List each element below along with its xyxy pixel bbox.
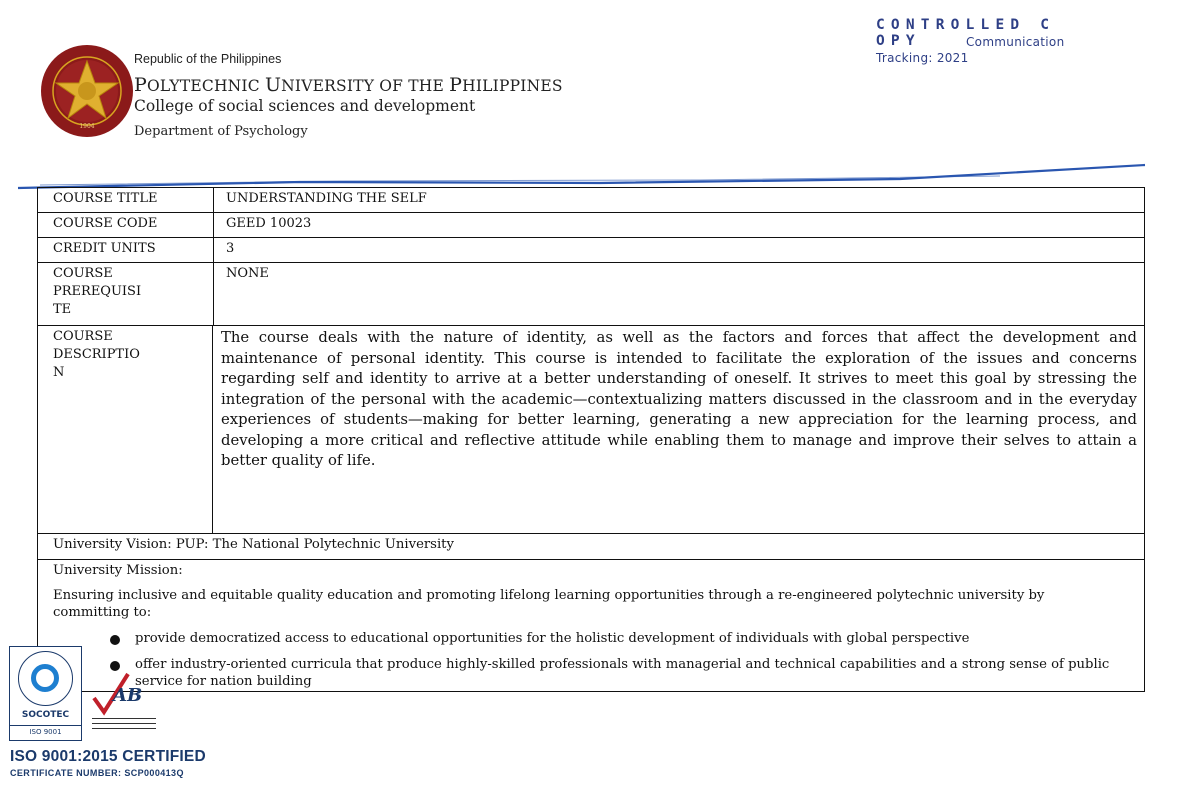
bullet-icon [110, 635, 120, 645]
university-mission-heading: University Mission: [53, 563, 183, 578]
university-vision: University Vision: PUP: The National Polytechnic University [53, 537, 454, 552]
republic-text: Republic of the Philippines [134, 52, 282, 66]
credit-units-label: CREDIT UNITS [53, 241, 156, 256]
course-code-value: GEED 10023 [226, 216, 312, 231]
controlled-copy-line1: CONTROLLED C [876, 17, 1056, 33]
seal-year: 1904 [79, 123, 95, 130]
iso-certified-label: ISO 9001:2015 CERTIFIED [10, 748, 206, 765]
university-name: POLYTECHNIC UNIVERSITY OF THE PHILIPPINES [134, 74, 563, 96]
header-divider [0, 0, 1200, 200]
prerequisite-label: COURSE PREREQUISI TE [53, 266, 142, 317]
socotec-seal-icon [18, 651, 73, 706]
department-name: Department of Psychology [134, 124, 308, 139]
controlled-copy-line2: OPY [876, 33, 921, 49]
course-title-label: COURSE TITLE [53, 191, 158, 206]
college-name: College of social sciences and development [134, 97, 476, 115]
description-label: COURSE DESCRIPTIO N [53, 329, 140, 380]
course-info-table: COURSE TITLE UNDERSTANDING THE SELF COURSE CODE GEED 10023 CREDIT UNITS 3 COURSE PREREQUISI TE NONE COURSE DESCRIPTIO N The course deals with the nature of identity, as well as the factors and forces that affect the development and maintenance of personal identity. This course is intended to facilitate the exploration of the issues and concerns regarding self and identity to arrive at a better understanding of oneself. It strives to meet this goal by stressing the integration of the personal with the academic—contextualizing matters discussed in the classroom and in the everyday experiences of students—making for better learning, generating a new appreciation for the learning process, and developing a more critical and reflective attitude while enabling them to manage and improve their selves to attain a better quality of life. University Vision: PUP: The National Polytechnic University University Mission: Ensuring inclusive and equitable quality education and promoting lifelong learning opportunities through a re-engineered polytechnic university by committing to: provide democratized access to educational opportunities for the holistic development of individuals with global perspective offer industry-oriented curricula that produce highly-skilled professionals with managerial and technical capabilities and a strong sense of public service for nation building [37, 187, 1145, 692]
course-title-value: UNDERSTANDING THE SELF [226, 191, 427, 206]
credit-units-value: 3 [226, 241, 235, 256]
certificate-number: CERTIFICATE NUMBER: SCP000413Q [10, 768, 184, 778]
ukas-mark-text: AB [113, 685, 143, 706]
ukas-mark-icon [88, 672, 158, 744]
course-code-label: COURSE CODE [53, 216, 158, 231]
university-mission-text: Ensuring inclusive and equitable quality education and promoting lifelong learning opportunities through a re-engineered polytechnic university by committing to: [53, 588, 1045, 620]
communication-label: Communication [966, 35, 1065, 49]
course-description: The course deals with the nature of identity, as well as the factors and forces that affect the development and maintenance of personal identity. This course is intended to facilitate the exploration of the issues and concerns regarding self and identity to arrive at a better understanding of oneself. It strives to meet this goal by stressing the integration of the personal with the academic—contextualizing matters discussed in the classroom and in the everyday experiences of students—making for better learning, generating a new appreciation for the learning process, and developing a more critical and reflective attitude while enabling them to manage and improve their selves to attain a better quality of life. [221, 329, 1137, 469]
prerequisite-value: NONE [226, 266, 269, 281]
tracking-label: Tracking: 2021 [876, 51, 969, 65]
bullet-icon [110, 661, 120, 671]
socotec-cert-badge: SOCOTEC ISO 9001 [9, 646, 82, 741]
